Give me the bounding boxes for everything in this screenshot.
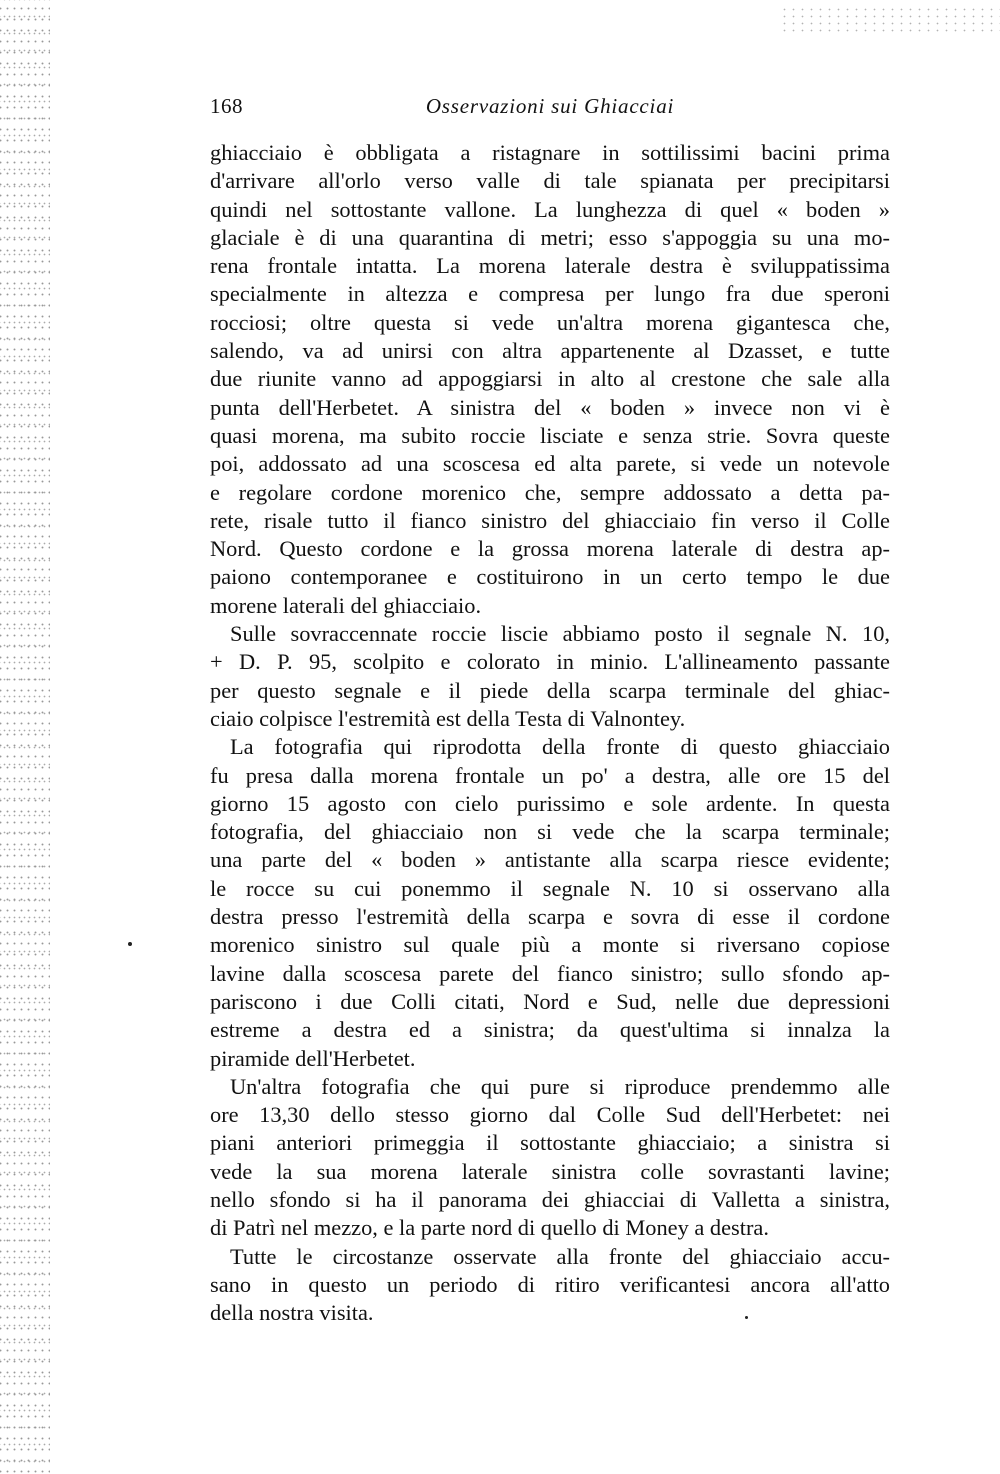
- text-line: ore 13,30 dello stesso giorno dal Colle Sud dell'Herbetet: nei: [210, 1102, 890, 1128]
- body-text: [210, 139, 890, 1327]
- paragraph: [210, 620, 890, 733]
- text-line: ghiacciaio è obbligata a ristagnare in sottilissimi bacini prima: [210, 140, 890, 165]
- paragraph: [210, 733, 890, 1073]
- text-line: nello sfondo si ha il panorama dei ghiacciai di Valletta a sinistra,: [210, 1186, 890, 1212]
- page-number: 168: [210, 94, 243, 118]
- text-line: piani anteriori primeggia il sottostante ghiacciaio; a sinistra si: [210, 1130, 890, 1156]
- text-line: le rocce su cui ponemmo il segnale N. 10 si osservano alla: [210, 875, 890, 901]
- text-line: per questo segnale e il piede della scarpa terminale del ghiac-: [210, 677, 890, 703]
- text-line: morenico sinistro sul quale più a monte si riversano copiose: [210, 932, 890, 958]
- text-line: quasi morena, ma subito roccie lisciate e senza strie. Sovra queste: [210, 422, 890, 448]
- text-line: punta dell'Herbetet. A sinistra del « boden » invece non vi è: [210, 394, 890, 420]
- text-line: della nostra visita.: [210, 1300, 374, 1326]
- text-line: specialmente in altezza e compresa per lungo fra due speroni: [210, 281, 890, 307]
- text-line: fotografia, del ghiacciaio non si vede che la scarpa terminale;: [210, 819, 890, 845]
- text-line: e regolare cordone morenico che, sempre addossato a detta pa-: [210, 479, 890, 505]
- text-line: rete, risale tutto il fianco sinistro del ghiacciaio fin verso il Colle: [210, 507, 890, 533]
- ink-speck: [128, 942, 132, 946]
- text-line: + D. P. 95, scolpito e colorato in minio. L'allineamento passante: [210, 649, 890, 675]
- text-line: pariscono i due Colli citati, Nord e Sud, nelle due depressioni: [210, 988, 890, 1014]
- text-line: sano in questo un periodo di ritiro verificantesi ancora all'atto: [210, 1271, 890, 1297]
- text-line: morene laterali del ghiacciaio.: [210, 592, 482, 618]
- text-line: fu presa dalla morena frontale un po' a destra, alle ore 15 del: [210, 762, 890, 788]
- paragraph: [210, 1073, 890, 1243]
- running-title: Osservazioni sui Ghiacciai: [425, 94, 675, 118]
- text-line: La fotografia qui riprodotta della fronte di questo ghiacciaio: [230, 734, 890, 760]
- text-line: vede la sua morena laterale sinistra colle sovrastanti lavine;: [210, 1158, 890, 1184]
- paragraph: [210, 139, 890, 620]
- text-line: due riunite vanno ad appoggiarsi in alto al crestone che sale alla: [210, 366, 890, 392]
- text-line: una parte del « boden » antistante alla scarpa riesce evidente;: [210, 847, 890, 873]
- scan-noise-left-margin: [0, 0, 50, 1474]
- page-header: [210, 94, 890, 124]
- text-line: ciaio colpisce l'estremità est della Testa di Valnontey.: [210, 705, 686, 731]
- text-line: rena frontale intatta. La morena laterale destra è sviluppatissima: [210, 253, 890, 279]
- text-line: Nord. Questo cordone e la grossa morena laterale di destra ap-: [210, 536, 890, 562]
- text-line: paiono contemporanee e costituirono in un certo tempo le due: [210, 564, 890, 590]
- text-line: d'arrivare all'orlo verso valle di tale spianata per precipitarsi: [210, 168, 890, 194]
- text-line: rocciosi; oltre questa si vede un'altra morena gigantesca che,: [210, 309, 890, 335]
- text-line: lavine dalla scoscesa parete del fianco sinistro; sullo sfondo ap-: [210, 960, 890, 986]
- text-line: piramide dell'Herbetet.: [210, 1045, 416, 1071]
- text-line: destra presso l'estremità della scarpa e sovra di esse il cordone: [210, 904, 890, 930]
- text-line: quindi nel sottostante vallone. La lunghezza di quel « boden »: [210, 196, 890, 222]
- text-line: di Patrì nel mezzo, e la parte nord di quello di Money a destra.: [210, 1215, 769, 1241]
- text-line: estreme a destra ed a sinistra; da quest'ultima si innalza la: [210, 1017, 890, 1043]
- text-line: salendo, va ad unirsi con altra appartenente al Dzasset, e tutte: [210, 338, 890, 364]
- scan-noise-top-right: [780, 6, 1000, 36]
- text-line: giorno 15 agosto con cielo purissimo e sole ardente. In questa: [210, 790, 890, 816]
- text-line: poi, addossato ad una scoscesa ed alta parete, si vede un notevole: [210, 451, 890, 477]
- text-line: Un'altra fotografia che qui pure si riproduce prendemmo alle: [230, 1073, 890, 1099]
- text-line: Tutte le circostanze osservate alla fronte del ghiacciaio accu-: [230, 1243, 890, 1269]
- paragraph: [210, 1243, 890, 1328]
- text-line: Sulle sovraccennate roccie liscie abbiamo posto il segnale N. 10,: [230, 621, 890, 647]
- text-line: glaciale è di una quarantina di metri; esso s'appoggia su una mo-: [210, 224, 890, 250]
